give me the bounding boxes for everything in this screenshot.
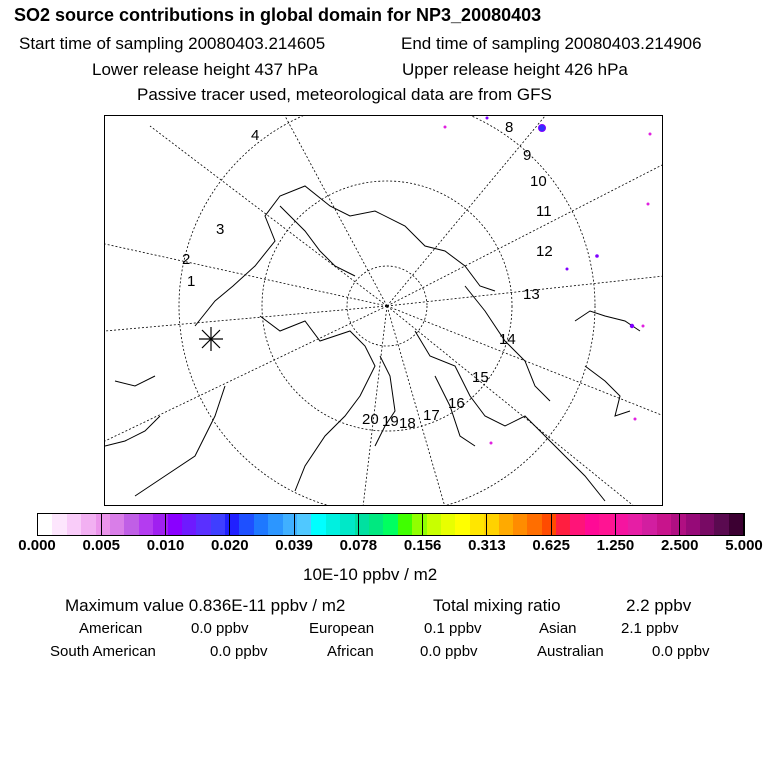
- colorbar-cell: [369, 514, 383, 535]
- colorbar-cell: [455, 514, 469, 535]
- hotspot: [566, 268, 569, 271]
- track-label: 15: [472, 369, 489, 386]
- colorbar-cell: [182, 514, 196, 535]
- colorbar-divider: [229, 513, 230, 536]
- colorbar-cell: [311, 514, 325, 535]
- total-mixing-label: Total mixing ratio: [433, 596, 561, 615]
- hotspot: [444, 126, 447, 129]
- lower-release-height: Lower release height 437 hPa: [92, 60, 318, 79]
- coastline: [135, 386, 225, 496]
- max-value: Maximum value 0.836E-11 ppbv / m2: [65, 596, 346, 615]
- colorbar-tick-label: 2.500: [660, 537, 699, 554]
- colorbar-cell: [81, 514, 95, 535]
- colorbar-cell: [398, 514, 412, 535]
- region-name-european: European: [309, 620, 375, 637]
- colorbar-divider: [486, 513, 487, 536]
- track-label: 1: [187, 273, 196, 290]
- region-value-south-american: 0.0 ppbv: [210, 643, 268, 660]
- meridian: [387, 306, 445, 506]
- page-title: SO2 source contributions in global domain for NP3_20080403: [14, 5, 542, 25]
- region-name-american: American: [79, 620, 143, 637]
- meridian: [387, 116, 545, 306]
- colorbar-tick-label: 0.156: [403, 537, 442, 554]
- meridian: [105, 244, 387, 306]
- coastline: [575, 311, 640, 331]
- track-label: 18: [399, 415, 416, 432]
- colorbar-cell: [700, 514, 714, 535]
- hotspot: [595, 254, 599, 258]
- coastline: [280, 206, 355, 276]
- map-canvas: [105, 116, 663, 506]
- colorbar-tick-label: 0.078: [339, 537, 378, 554]
- coastline: [260, 316, 375, 491]
- colorbar-cell: [355, 514, 369, 535]
- end-time: End time of sampling 20080403.214906: [401, 34, 702, 53]
- colorbar-tick-label: 0.625: [532, 537, 570, 554]
- colorbar-cell: [96, 514, 110, 535]
- colorbar-tick-label: 1.250: [596, 537, 635, 554]
- hotspot: [634, 418, 637, 421]
- track-label: 20: [362, 411, 379, 428]
- colorbar-cell: [383, 514, 397, 535]
- meridian: [285, 116, 387, 306]
- source-marker: [199, 327, 223, 351]
- colorbar-tick-label: 0.020: [211, 537, 249, 554]
- colorbar-cell: [239, 514, 253, 535]
- colorbar-divider: [744, 513, 745, 536]
- colorbar-cell: [513, 514, 527, 535]
- polar-map: [104, 115, 663, 506]
- track-labels: [182, 119, 553, 432]
- colorbar-tick-label: 0.005: [82, 537, 121, 554]
- track-label: 10: [530, 173, 547, 190]
- region-value-european: 0.1 ppbv: [424, 620, 482, 637]
- graticule: [105, 116, 663, 506]
- coastline: [585, 366, 630, 416]
- colorbar-divider: [551, 513, 552, 536]
- track-label: 2: [182, 251, 191, 268]
- colorbar-divider: [422, 513, 423, 536]
- upper-release-height: Upper release height 426 hPa: [402, 60, 628, 79]
- colorbar-cell: [499, 514, 513, 535]
- track-label: 17: [423, 407, 440, 424]
- colorbar-cell: [628, 514, 642, 535]
- colorbar-cell: [729, 514, 743, 535]
- start-time: Start time of sampling 20080403.214605: [19, 34, 326, 53]
- track-label: 13: [523, 286, 540, 303]
- region-name-south-american: South American: [50, 643, 156, 660]
- colorbar-cell: [168, 514, 182, 535]
- colorbar-cell: [556, 514, 570, 535]
- concentration-hotspots: [444, 117, 652, 445]
- track-label: 4: [251, 127, 260, 144]
- colorbar-cell: [211, 514, 225, 535]
- colorbar-cell: [427, 514, 441, 535]
- colorbar-divider: [615, 513, 616, 536]
- hotspot: [642, 325, 645, 328]
- hotspot: [647, 203, 650, 206]
- region-value-african: 0.0 ppbv: [420, 643, 478, 660]
- colorbar-divider: [358, 513, 359, 536]
- colorbar-cell: [570, 514, 584, 535]
- coastline: [115, 376, 155, 386]
- hotspot: [539, 125, 546, 132]
- colorbar-cell: [527, 514, 541, 535]
- track-label: 19: [382, 413, 399, 430]
- colorbar-cell: [67, 514, 81, 535]
- track-label: 16: [448, 395, 465, 412]
- colorbar-cell: [599, 514, 613, 535]
- coastline: [375, 356, 395, 446]
- colorbar-cell: [225, 514, 239, 535]
- colorbar-cell: [110, 514, 124, 535]
- colorbar-tick-label: 0.313: [468, 537, 506, 554]
- colorbar-cell: [196, 514, 210, 535]
- colorbar-cell: [139, 514, 153, 535]
- coastline: [105, 416, 160, 446]
- track-label: 12: [536, 243, 553, 260]
- colorbar-cell: [657, 514, 671, 535]
- region-value-american: 0.0 ppbv: [191, 620, 249, 637]
- region-value-asian: 2.1 ppbv: [621, 620, 679, 637]
- colorbar-unit: 10E-10 ppbv / m2: [303, 565, 438, 584]
- colorbar-divider: [37, 513, 38, 536]
- colorbar-tick-label: 0.000: [18, 537, 56, 554]
- colorbar-divider: [679, 513, 680, 536]
- colorbar-cell: [441, 514, 455, 535]
- colorbar-cell: [124, 514, 138, 535]
- colorbar-cell: [326, 514, 340, 535]
- colorbar-cell: [283, 514, 297, 535]
- region-name-australian: Australian: [537, 643, 604, 660]
- colorbar-cell: [542, 514, 556, 535]
- colorbar-cell: [268, 514, 282, 535]
- meridian: [387, 164, 663, 306]
- coastline: [415, 331, 605, 501]
- coastline: [195, 186, 495, 326]
- track-label: 3: [216, 221, 225, 238]
- hotspot: [486, 117, 489, 120]
- colorbar-cell: [38, 514, 52, 535]
- track-label: 9: [523, 147, 532, 164]
- colorbar-cell: [686, 514, 700, 535]
- total-mixing-value: 2.2 ppbv: [626, 596, 692, 615]
- hotspot: [630, 324, 634, 328]
- colorbar-cell: [642, 514, 656, 535]
- track-label: 11: [536, 203, 552, 220]
- region-name-asian: Asian: [539, 620, 577, 637]
- colorbar: [37, 513, 744, 536]
- meridian: [105, 306, 387, 441]
- meridian: [105, 306, 387, 331]
- region-name-african: African: [327, 643, 374, 660]
- colorbar-cell: [52, 514, 66, 535]
- colorbar-divider: [294, 513, 295, 536]
- colorbar-divider: [165, 513, 166, 536]
- colorbar-cell: [470, 514, 484, 535]
- region-value-australian: 0.0 ppbv: [652, 643, 710, 660]
- tracer-note: Passive tracer used, meteorological data are from GFS: [137, 85, 552, 104]
- colorbar-tick-label: 5.000: [725, 537, 763, 554]
- colorbar-cell: [297, 514, 311, 535]
- meridian: [363, 306, 387, 506]
- colorbar-cell: [714, 514, 728, 535]
- colorbar-tick-label: 0.039: [275, 537, 313, 554]
- colorbar-tick-label: 0.010: [146, 537, 185, 554]
- track-label: 14: [499, 331, 516, 348]
- hotspot: [490, 442, 493, 445]
- colorbar-divider: [101, 513, 102, 536]
- colorbar-cell: [340, 514, 354, 535]
- colorbar-cell: [254, 514, 268, 535]
- colorbar-cell: [412, 514, 426, 535]
- colorbar-cell: [585, 514, 599, 535]
- track-label: 8: [505, 119, 514, 136]
- hotspot: [649, 133, 652, 136]
